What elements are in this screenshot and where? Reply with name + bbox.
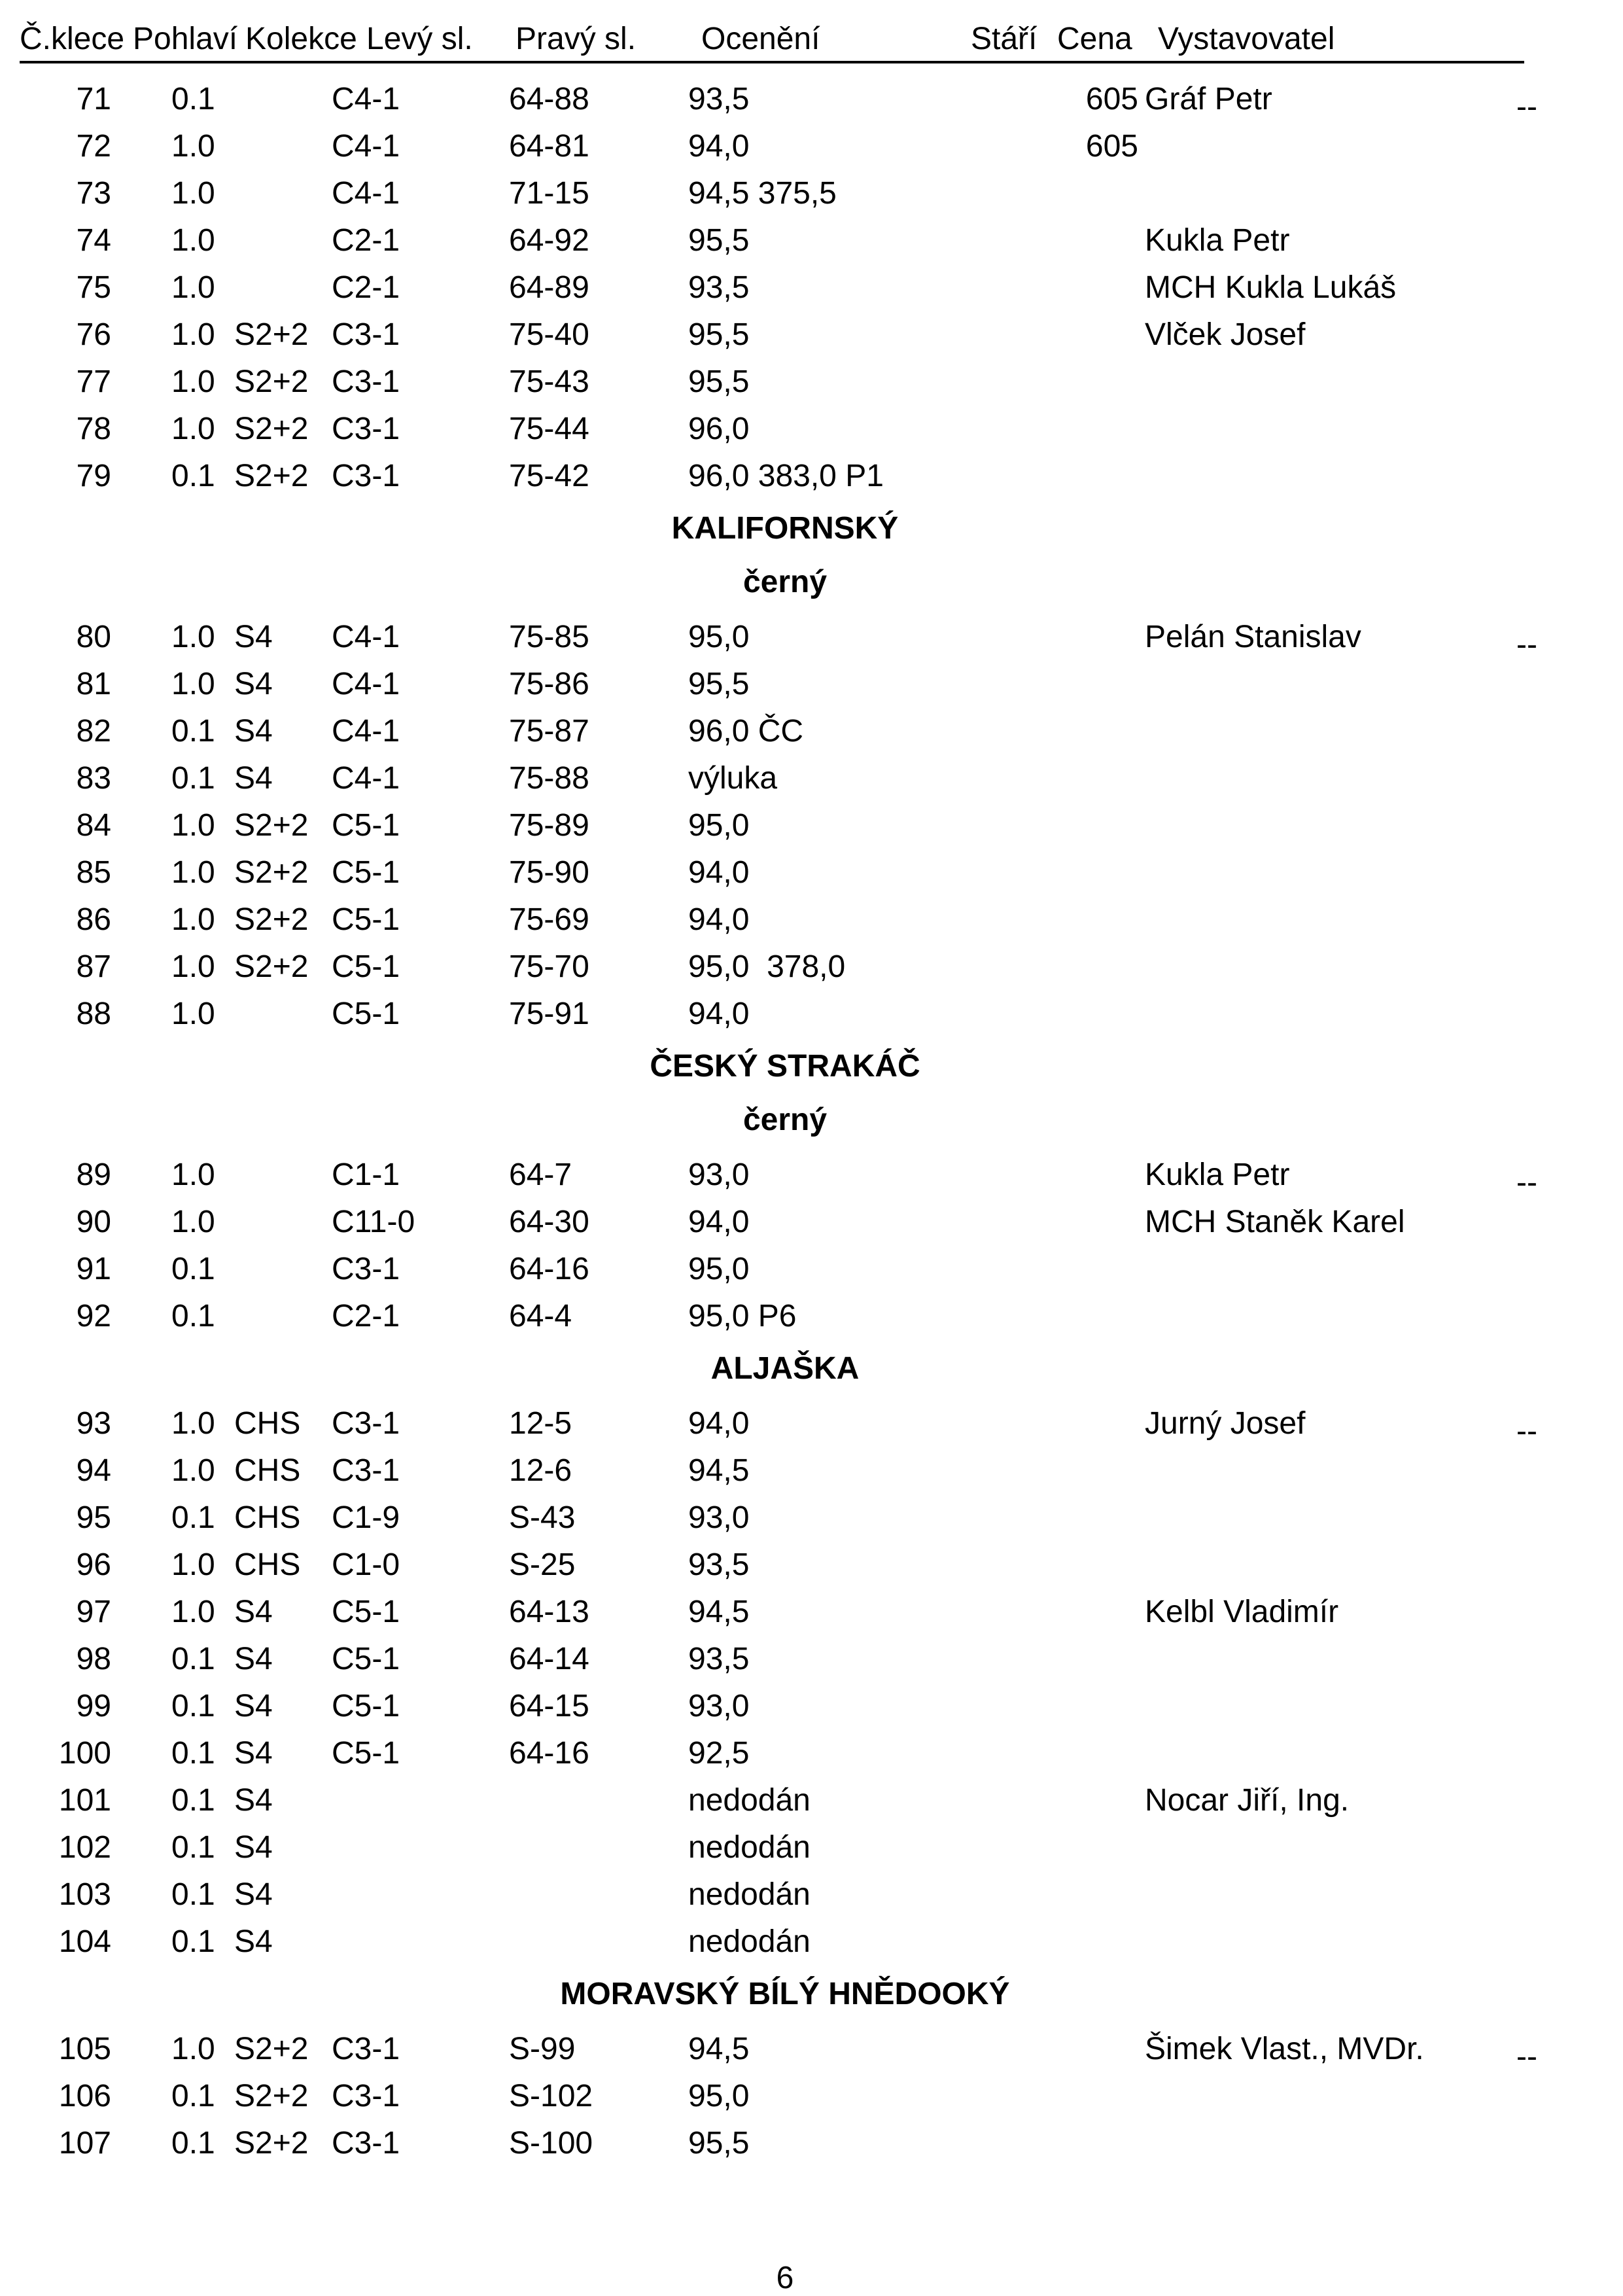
cell-oceneni: nedodán	[688, 1830, 811, 1865]
cell-oceneni: 94,0	[688, 1205, 750, 1239]
cell-pohlavi: 0.1	[171, 1877, 215, 1912]
cell-pravy-sl: 75-87	[509, 714, 589, 749]
cell-cislo-klece: 99	[76, 1689, 111, 1723]
cell-pravy-sl: S-102	[509, 2079, 593, 2113]
cell-oceneni: 95,5	[688, 2126, 750, 2161]
cell-oceneni: nedodán	[688, 1783, 811, 1818]
cell-pohlavi: 1.0	[171, 1547, 215, 1582]
cell-cislo-klece: 81	[76, 667, 111, 701]
cell-pravy-sl: 75-43	[509, 364, 589, 399]
cell-pohlavi: 1.0	[171, 997, 215, 1031]
cell-vystavovatel: Šimek Vlast., MVDr.	[1145, 2032, 1424, 2066]
cell-levy-sl: C1-1	[332, 1157, 400, 1192]
table-row	[0, 2034, 1623, 2081]
cell-pravy-sl: 64-92	[509, 223, 589, 258]
cell-oceneni: 94,0	[688, 1406, 750, 1441]
cell-cislo-klece: 78	[76, 412, 111, 446]
cell-levy-sl: C3-1	[332, 2079, 400, 2113]
cell-levy-sl: C4-1	[332, 82, 400, 116]
cell-pohlavi: 1.0	[171, 620, 215, 654]
table-row	[0, 810, 1623, 857]
cell-vystavovatel: MCH Staněk Karel	[1145, 1205, 1405, 1239]
cell-oceneni: 95,5	[688, 364, 750, 399]
cell-pohlavi: 0.1	[171, 1689, 215, 1723]
table-row	[0, 1207, 1623, 1254]
cell-vystavovatel: Nocar Jiří, Ing.	[1145, 1783, 1350, 1818]
section-heading: ALJAŠKA	[710, 1351, 860, 1386]
cell-pohlavi: 1.0	[171, 364, 215, 399]
cell-oceneni: 95,5	[688, 667, 750, 701]
cell-cislo-klece: 103	[58, 1877, 111, 1912]
cell-kolekce: S4	[234, 1830, 273, 1865]
cell-pohlavi: 1.0	[171, 808, 215, 843]
cell-pravy-sl: 75-70	[509, 949, 589, 984]
cell-pravy-sl: 75-89	[509, 808, 589, 843]
cell-levy-sl: C3-1	[332, 364, 400, 399]
cell-cislo-klece: 105	[58, 2032, 111, 2066]
cell-oceneni: 94,0	[688, 129, 750, 164]
cell-levy-sl: C5-1	[332, 1642, 400, 1676]
cell-pravy-sl: S-43	[509, 1500, 576, 1535]
cell-cislo-klece: 90	[76, 1205, 111, 1239]
table-row	[0, 763, 1623, 810]
cell-cislo-klece: 87	[76, 949, 111, 984]
cell-pravy-sl: 64-15	[509, 1689, 589, 1723]
header-rule	[20, 61, 1524, 63]
cell-levy-sl: C1-0	[332, 1547, 400, 1582]
cell-oceneni: 94,0	[688, 902, 750, 937]
cell-pohlavi: 0.1	[171, 1783, 215, 1818]
cell-cislo-klece: 91	[76, 1252, 111, 1286]
cell-kolekce: S4	[234, 1642, 273, 1676]
table-row	[0, 1926, 1623, 1973]
cell-pohlavi: 1.0	[171, 2032, 215, 2066]
cell-cislo-klece: 71	[76, 82, 111, 116]
cell-pohlavi: 1.0	[171, 412, 215, 446]
cell-levy-sl: C3-1	[332, 317, 400, 352]
cell-pohlavi: 0.1	[171, 2079, 215, 2113]
cell-pohlavi: 1.0	[171, 317, 215, 352]
cell-vystavovatel: Pelán Stanislav	[1145, 620, 1361, 654]
table-row	[0, 622, 1623, 669]
cell-oceneni: 95,0	[688, 1252, 750, 1286]
cell-cislo-klece: 98	[76, 1642, 111, 1676]
cell-cislo-klece: 85	[76, 855, 111, 890]
cell-oceneni: 93,5	[688, 82, 750, 116]
cell-levy-sl: C4-1	[332, 129, 400, 164]
cell-oceneni: 95,0	[688, 2079, 750, 2113]
cell-levy-sl: C3-1	[332, 2126, 400, 2161]
cell-poznamka: --	[1516, 1165, 1537, 1200]
cell-poznamka: --	[1516, 1414, 1537, 1449]
cell-pohlavi: 0.1	[171, 1500, 215, 1535]
cell-oceneni: 94,5	[688, 1453, 750, 1488]
cell-kolekce: S4	[234, 1783, 273, 1818]
cell-kolekce: CHS	[234, 1453, 301, 1488]
cell-pohlavi: 0.1	[171, 714, 215, 749]
cell-cislo-klece: 76	[76, 317, 111, 352]
cell-oceneni: 95,5	[688, 317, 750, 352]
cell-levy-sl: C5-1	[332, 902, 400, 937]
cell-vystavovatel: Gráf Petr	[1145, 82, 1272, 116]
cell-cislo-klece: 93	[76, 1406, 111, 1441]
page-number: 6	[776, 2261, 794, 2295]
cell-kolekce: S4	[234, 1595, 273, 1629]
cell-vystavovatel: Jurný Josef	[1145, 1406, 1306, 1441]
cell-cislo-klece: 106	[58, 2079, 111, 2113]
cell-pravy-sl: 64-13	[509, 1595, 589, 1629]
cell-kolekce: S2+2	[234, 412, 309, 446]
cell-cislo-klece: 83	[76, 761, 111, 796]
cell-pravy-sl: 64-89	[509, 270, 589, 305]
table-row	[0, 1644, 1623, 1691]
cell-kolekce: S2+2	[234, 2032, 309, 2066]
cell-kolekce: S4	[234, 1689, 273, 1723]
cell-pohlavi: 0.1	[171, 761, 215, 796]
header-cell-cislo-klece: Č.klece	[20, 22, 125, 56]
cell-kolekce: S2+2	[234, 2079, 309, 2113]
cell-pohlavi: 1.0	[171, 949, 215, 984]
cell-oceneni: 95,0	[688, 808, 750, 843]
cell-levy-sl: C3-1	[332, 459, 400, 493]
cell-cislo-klece: 72	[76, 129, 111, 164]
cell-kolekce: S4	[234, 1736, 273, 1771]
cell-levy-sl: C3-1	[332, 1252, 400, 1286]
cell-levy-sl: C2-1	[332, 270, 400, 305]
cell-levy-sl: C3-1	[332, 2032, 400, 2066]
table-row	[0, 2128, 1623, 2175]
cell-oceneni: 95,0 P6	[688, 1299, 797, 1333]
cell-kolekce: S4	[234, 620, 273, 654]
cell-poznamka: --	[1516, 2040, 1537, 2074]
table-row	[0, 1408, 1623, 1455]
cell-oceneni: nedodán	[688, 1877, 811, 1912]
cell-oceneni: 92,5	[688, 1736, 750, 1771]
cell-oceneni: 96,0	[688, 412, 750, 446]
cell-kolekce: S4	[234, 1924, 273, 1959]
cell-oceneni: 94,5 375,5	[688, 176, 837, 211]
table-row	[0, 998, 1623, 1046]
table-row	[0, 414, 1623, 461]
cell-pohlavi: 0.1	[171, 82, 215, 116]
cell-kolekce: S2+2	[234, 364, 309, 399]
cell-cislo-klece: 79	[76, 459, 111, 493]
cell-vystavovatel: Kukla Petr	[1145, 1157, 1290, 1192]
table-row	[0, 84, 1623, 131]
cell-levy-sl: C5-1	[332, 949, 400, 984]
table-row	[0, 1691, 1623, 1738]
cell-poznamka: --	[1516, 90, 1537, 124]
cell-levy-sl: C5-1	[332, 855, 400, 890]
cell-pravy-sl: 75-42	[509, 459, 589, 493]
cell-oceneni: výluka	[688, 761, 778, 796]
cell-pohlavi: 1.0	[171, 1453, 215, 1488]
cell-levy-sl: C3-1	[332, 1453, 400, 1488]
cell-pohlavi: 1.0	[171, 129, 215, 164]
cell-pravy-sl: 75-91	[509, 997, 589, 1031]
cell-levy-sl: C4-1	[332, 714, 400, 749]
cell-pohlavi: 0.1	[171, 1736, 215, 1771]
cell-oceneni: nedodán	[688, 1924, 811, 1959]
cell-levy-sl: C2-1	[332, 1299, 400, 1333]
table-row	[0, 1832, 1623, 1879]
header-cell-pravy-sl: Pravý sl.	[515, 22, 637, 56]
cell-kolekce: S4	[234, 667, 273, 701]
cell-kolekce: S2+2	[234, 902, 309, 937]
cell-oceneni: 95,5	[688, 223, 750, 258]
cell-oceneni: 94,0	[688, 855, 750, 890]
cell-cislo-klece: 74	[76, 223, 111, 258]
cell-cislo-klece: 104	[58, 1924, 111, 1959]
table-row	[0, 131, 1623, 178]
section-subheading: černý	[742, 565, 828, 599]
cell-cislo-klece: 88	[76, 997, 111, 1031]
cell-cislo-klece: 73	[76, 176, 111, 211]
cell-kolekce: S4	[234, 761, 273, 796]
cell-oceneni: 95,0	[688, 620, 750, 654]
cell-cislo-klece: 101	[58, 1783, 111, 1818]
cell-levy-sl: C4-1	[332, 176, 400, 211]
cell-cislo-klece: 86	[76, 902, 111, 937]
header-cell-pohlavi: Pohlaví	[133, 22, 238, 56]
cell-pravy-sl: 75-44	[509, 412, 589, 446]
cell-pravy-sl: 75-69	[509, 902, 589, 937]
cell-vystavovatel: Vlček Josef	[1145, 317, 1306, 352]
cell-pohlavi: 1.0	[171, 855, 215, 890]
cell-kolekce: S2+2	[234, 317, 309, 352]
cell-vystavovatel: Kelbl Vladimír	[1145, 1595, 1339, 1629]
cell-kolekce: S2+2	[234, 808, 309, 843]
cell-levy-sl: C5-1	[332, 1736, 400, 1771]
cell-pravy-sl: 75-90	[509, 855, 589, 890]
cell-pohlavi: 1.0	[171, 223, 215, 258]
header-cell-kolekce: Kolekce	[245, 22, 357, 56]
table-row	[0, 1254, 1623, 1301]
cell-kolekce: CHS	[234, 1406, 301, 1441]
cell-pohlavi: 1.0	[171, 1205, 215, 1239]
header-cell-levy-sl: Levý sl.	[366, 22, 473, 56]
cell-oceneni: 93,5	[688, 1547, 750, 1582]
table-row	[0, 2081, 1623, 2128]
cell-oceneni: 95,0 378,0	[688, 949, 846, 984]
cell-pravy-sl: S-25	[509, 1547, 576, 1582]
cell-kolekce: S2+2	[234, 2126, 309, 2161]
table-row	[0, 857, 1623, 904]
table-row	[0, 461, 1623, 508]
cell-cislo-klece: 94	[76, 1453, 111, 1488]
table-row	[0, 225, 1623, 272]
cell-pohlavi: 0.1	[171, 1299, 215, 1333]
cell-pravy-sl: 71-15	[509, 176, 589, 211]
cell-levy-sl: C5-1	[332, 808, 400, 843]
cell-pravy-sl: 75-86	[509, 667, 589, 701]
cell-oceneni: 96,0 383,0 P1	[688, 459, 884, 493]
cell-pravy-sl: S-100	[509, 2126, 593, 2161]
cell-pravy-sl: 75-88	[509, 761, 589, 796]
cell-pravy-sl: 75-85	[509, 620, 589, 654]
cell-pravy-sl: 64-30	[509, 1205, 589, 1239]
table-row	[0, 319, 1623, 366]
cell-pravy-sl: 64-7	[509, 1157, 572, 1192]
cell-cislo-klece: 97	[76, 1595, 111, 1629]
cell-pohlavi: 1.0	[171, 902, 215, 937]
table-row	[0, 1502, 1623, 1549]
cell-pravy-sl: 64-88	[509, 82, 589, 116]
cell-levy-sl: C5-1	[332, 1595, 400, 1629]
cell-cislo-klece: 82	[76, 714, 111, 749]
cell-levy-sl: C4-1	[332, 667, 400, 701]
cell-pohlavi: 0.1	[171, 2126, 215, 2161]
cell-oceneni: 94,5	[688, 2032, 750, 2066]
table-row	[0, 1159, 1623, 1207]
cell-levy-sl: C4-1	[332, 761, 400, 796]
cell-kolekce: CHS	[234, 1547, 301, 1582]
section-heading: ČESKÝ STRAKÁČ	[650, 1049, 920, 1084]
table-row	[0, 272, 1623, 319]
section-heading: MORAVSKÝ BÍLÝ HNĚDOOKÝ	[560, 1977, 1010, 2011]
table-row	[0, 904, 1623, 951]
cell-cislo-klece: 102	[58, 1830, 111, 1865]
cell-oceneni: 93,5	[688, 270, 750, 305]
cell-pravy-sl: 64-14	[509, 1642, 589, 1676]
header-cell-stari: Stáří	[971, 22, 1038, 56]
cell-cislo-klece: 89	[76, 1157, 111, 1192]
cell-oceneni: 93,0	[688, 1500, 750, 1535]
cell-oceneni: 93,5	[688, 1642, 750, 1676]
cell-pravy-sl: 64-81	[509, 129, 589, 164]
cell-kolekce: S4	[234, 714, 273, 749]
cell-pohlavi: 1.0	[171, 1595, 215, 1629]
cell-vystavovatel: Kukla Petr	[1145, 223, 1290, 258]
cell-pohlavi: 0.1	[171, 1830, 215, 1865]
cell-levy-sl: C4-1	[332, 620, 400, 654]
cell-kolekce: S2+2	[234, 459, 309, 493]
cell-oceneni: 93,0	[688, 1689, 750, 1723]
table-row	[0, 669, 1623, 716]
section-subheading: černý	[742, 1103, 828, 1137]
cell-cislo-klece: 80	[76, 620, 111, 654]
table-row	[0, 366, 1623, 414]
cell-levy-sl: C3-1	[332, 1406, 400, 1441]
table-row	[0, 951, 1623, 998]
cell-oceneni: 94,5	[688, 1595, 750, 1629]
cell-levy-sl: C5-1	[332, 997, 400, 1031]
cell-pohlavi: 1.0	[171, 176, 215, 211]
cell-levy-sl: C3-1	[332, 412, 400, 446]
table-row	[0, 1738, 1623, 1785]
cell-oceneni: 93,0	[688, 1157, 750, 1192]
header-cell-oceneni: Ocenění	[701, 22, 820, 56]
cell-pohlavi: 0.1	[171, 1252, 215, 1286]
cell-pravy-sl: 64-4	[509, 1299, 572, 1333]
table-row	[0, 1301, 1623, 1348]
cell-cislo-klece: 95	[76, 1500, 111, 1535]
table-row	[0, 1785, 1623, 1832]
table-row	[0, 1879, 1623, 1926]
cell-kolekce: S2+2	[234, 855, 309, 890]
table-row	[0, 178, 1623, 225]
table-row	[0, 1597, 1623, 1644]
table-row	[0, 716, 1623, 763]
cell-pohlavi: 1.0	[171, 1157, 215, 1192]
cell-levy-sl: C5-1	[332, 1689, 400, 1723]
cell-oceneni: 96,0 ČC	[688, 714, 804, 749]
cell-cena: 605	[1085, 129, 1138, 164]
table-row	[0, 1549, 1623, 1597]
cell-pravy-sl: 64-16	[509, 1252, 589, 1286]
cell-pravy-sl: 64-16	[509, 1736, 589, 1771]
header-cell-cena: Cena	[1057, 22, 1132, 56]
cell-cislo-klece: 96	[76, 1547, 111, 1582]
cell-cislo-klece: 107	[58, 2126, 111, 2161]
cell-levy-sl: C11-0	[332, 1205, 415, 1239]
cell-pravy-sl: 12-5	[509, 1406, 572, 1441]
cell-pohlavi: 1.0	[171, 667, 215, 701]
cell-cislo-klece: 77	[76, 364, 111, 399]
header-cell-vystavovatel: Vystavovatel	[1158, 22, 1335, 56]
cell-vystavovatel: MCH Kukla Lukáš	[1145, 270, 1397, 305]
cell-pohlavi: 1.0	[171, 270, 215, 305]
cell-pravy-sl: S-99	[509, 2032, 576, 2066]
cell-cislo-klece: 84	[76, 808, 111, 843]
cell-cislo-klece: 100	[58, 1736, 111, 1771]
cell-oceneni: 94,0	[688, 997, 750, 1031]
cell-levy-sl: C2-1	[332, 223, 400, 258]
cell-kolekce: S4	[234, 1877, 273, 1912]
cell-poznamka: --	[1516, 627, 1537, 662]
cell-kolekce: S2+2	[234, 949, 309, 984]
cell-cena: 605	[1085, 82, 1138, 116]
section-heading: KALIFORNSKÝ	[671, 511, 899, 546]
cell-kolekce: CHS	[234, 1500, 301, 1535]
cell-pravy-sl: 12-6	[509, 1453, 572, 1488]
cell-cislo-klece: 75	[76, 270, 111, 305]
cell-pohlavi: 1.0	[171, 1406, 215, 1441]
table-row	[0, 1455, 1623, 1502]
cell-levy-sl: C1-9	[332, 1500, 400, 1535]
cell-cislo-klece: 92	[76, 1299, 111, 1333]
cell-pravy-sl: 75-40	[509, 317, 589, 352]
cell-pohlavi: 0.1	[171, 1642, 215, 1676]
cell-pohlavi: 0.1	[171, 1924, 215, 1959]
cell-pohlavi: 0.1	[171, 459, 215, 493]
